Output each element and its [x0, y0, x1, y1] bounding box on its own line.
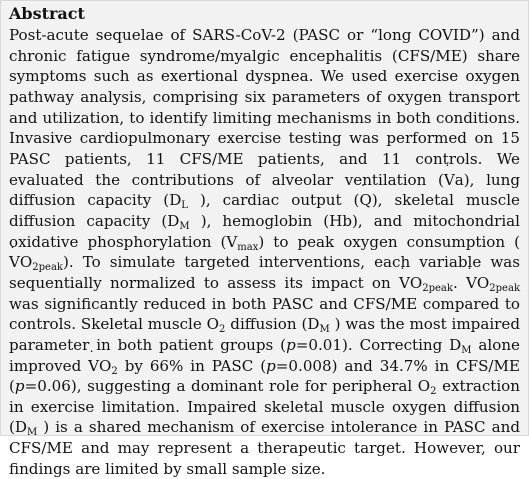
abstract-text-5: ), hemoglobin (Hb), and mitochondrial oxidative phosphorylation (V — [9, 211, 520, 251]
abstract-text-2: a), lung diffusion capacity (D — [9, 170, 520, 210]
abstract-text-3: ), cardiac output ( — [187, 191, 360, 210]
abstract-text-6: ) to peak oxygen consumption ( — [258, 232, 520, 251]
abstract-text-7: ). To simulate targeted interventions, each variable was sequentially normalized to assess its impact on — [9, 253, 520, 292]
abstract-text-17: =0.06), suggesting a dominant role for peripheral O — [24, 377, 431, 396]
abstract-text-11: ) was the most impaired parameter in both patient groups ( — [9, 315, 520, 354]
q-symbol: ˙ Q — [359, 190, 371, 211]
abstract-text-19: ) is a shared mechanism of exercise intolerance in PASC and CFS/ME and may represent a therapeutic target. However, our findings are limited by small sample size. — [9, 418, 520, 478]
va-symbol: ˙ V — [444, 170, 455, 191]
p-symbol: p — [14, 377, 25, 396]
vo2peak-symbol: ˙ $VO_{2peak}$ — [466, 274, 520, 292]
subscript-m: M — [27, 427, 38, 439]
subscript-2: 2 — [219, 324, 226, 336]
subscript-2: 2 — [430, 386, 437, 398]
abstract-text-15: by 66% in PASC ( — [117, 356, 267, 375]
abstract-text-16: =0.008) and 34.7% in CFS/ME ( — [9, 356, 520, 396]
subscript-m: M — [461, 344, 472, 356]
abstract-body — [9, 25, 520, 479]
abstract-heading: Abstract — [9, 4, 85, 23]
vo2peak-symbol: ˙ $VO_{2peak}$ — [9, 253, 63, 271]
abstract-text-8: . — [452, 273, 467, 292]
v-symbol: ˙ V — [88, 356, 99, 377]
abstract-text-18: extraction in exercise limitation. Impaired skeletal muscle oxygen diffusion (D — [9, 377, 520, 437]
p-symbol: p — [266, 356, 276, 375]
abstract-text-9: was significantly reduced in both PASC and CFS/ME compared to controls. Skeletal muscle O — [9, 294, 520, 334]
vo2peak-symbol: ˙ $VO_{2peak}$ — [399, 274, 453, 292]
abstract-text-1: Post-acute sequelae of SARS-CoV-2 (PASC or “long COVID”) and chronic fatigue syndrome/myalgic encephalitis (CFS/ME) share symptoms such as exertional dyspnea. We used exercise oxygen pathway analysis, comprising six parameters of oxygen transport and utilization, to identify limiting mechanisms in both conditions. Invasive cardiopulmonary exercise testing was performed on 15 PASC patients, 11 CFS/ME patients, and 11 controls. We evaluated the contributions of alveolar ventilation ( — [9, 26, 520, 189]
subscript-max: max — [237, 241, 259, 253]
abstract-text-10: diffusion (D — [225, 315, 320, 334]
subscript-2: 2 — [111, 365, 118, 377]
abstract-text-14: O — [99, 356, 112, 375]
abstract-text-13: alone improved — [9, 335, 520, 375]
subscript-m: M — [179, 220, 190, 232]
subscript-l: L — [181, 200, 188, 212]
p-symbol: p — [286, 335, 296, 354]
abstract-text-4: ), skeletal muscle diffusion capacity (D — [9, 191, 520, 230]
subscript-m: M — [319, 324, 330, 336]
abstract-text-12: =0.01). Correcting D — [295, 335, 462, 354]
